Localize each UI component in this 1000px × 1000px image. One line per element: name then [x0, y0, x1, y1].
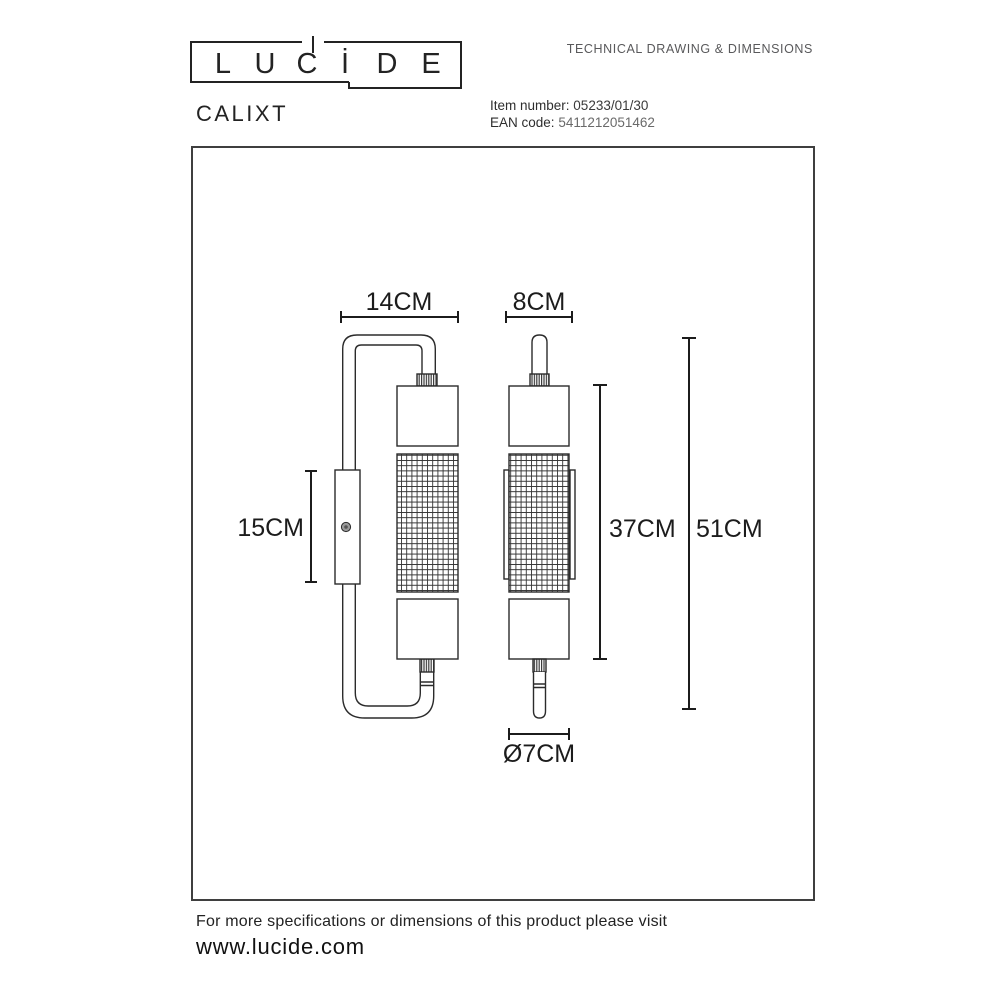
dim-line-bracket-height	[305, 471, 317, 582]
logo-letter: U	[254, 48, 276, 80]
side-bottom-knurl	[533, 659, 546, 672]
drawing-frame	[191, 146, 815, 901]
front-bottom-knurl	[420, 659, 434, 672]
front-top-knurl	[417, 374, 437, 386]
doc-type-label: TECHNICAL DRAWING & DIMENSIONS	[566, 42, 813, 56]
front-top-cap	[397, 386, 458, 446]
logo-letter: L	[214, 48, 232, 80]
logo-letter: İ	[340, 48, 350, 80]
side-mesh	[509, 454, 569, 592]
side-top-stub	[532, 335, 547, 374]
dim-label-side-width: 8CM	[512, 288, 566, 316]
footer-note: For more specifications or dimensions of this product please visit	[196, 913, 668, 930]
website-url: www.lucide.com	[196, 934, 365, 959]
dim-line-total-height	[682, 338, 696, 709]
ean-row	[490, 114, 655, 131]
ean-value: 5411212051462	[558, 115, 655, 130]
dimension-labels	[237, 288, 762, 768]
item-number-value: 05233/01/30	[573, 98, 649, 113]
dim-line-fixture-height	[593, 385, 607, 659]
product-name: CALIXT	[196, 101, 289, 126]
side-top-knurl	[530, 374, 549, 386]
side-wing-left	[504, 470, 509, 579]
technical-drawing	[193, 148, 813, 899]
side-bottom-cap	[509, 599, 569, 659]
front-bottom-cap	[397, 599, 458, 659]
dim-label-fixture-height: 37CM	[609, 515, 676, 543]
item-number-row	[490, 97, 655, 114]
dim-label-front-width: 14CM	[365, 288, 433, 316]
front-arm-joint-line	[420, 682, 433, 686]
item-number-label: Item number:	[490, 98, 570, 113]
front-mesh	[397, 454, 458, 592]
dim-label-total-height: 51CM	[696, 515, 763, 543]
ean-label: EAN code:	[490, 115, 555, 130]
lucide-logo	[189, 33, 465, 91]
logo-letter: C	[296, 48, 318, 80]
dim-line-diameter	[509, 728, 569, 740]
side-view	[504, 335, 575, 718]
side-wing-right	[570, 470, 575, 579]
logo-letter: D	[376, 48, 398, 80]
bracket-screw-center	[344, 525, 348, 529]
dim-label-bracket-height: 15CM	[237, 514, 304, 542]
logo-letter: E	[421, 48, 441, 80]
item-info	[490, 97, 655, 131]
side-bottom-stub	[534, 672, 546, 718]
footer	[196, 913, 667, 960]
side-top-cap	[509, 386, 569, 446]
dim-label-diameter: Ø7CM	[502, 740, 576, 768]
front-view	[335, 335, 458, 718]
